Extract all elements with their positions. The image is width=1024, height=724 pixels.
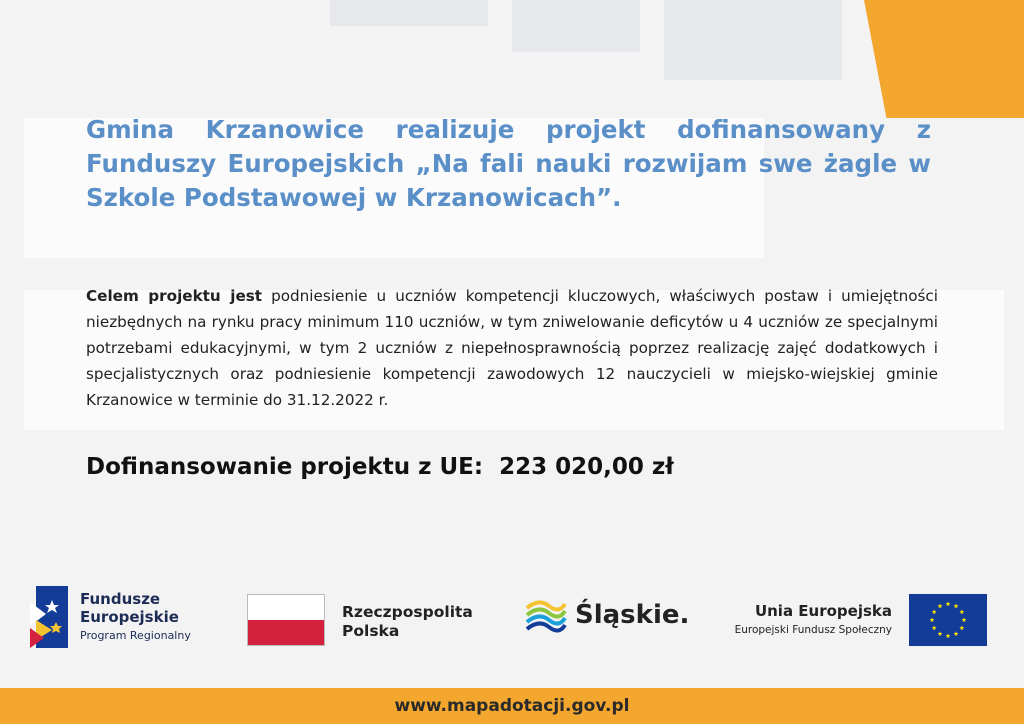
decor-shape [330,0,488,26]
poland-flag-icon [247,594,325,646]
ue-logo-line2: Europejski Fundusz Społeczny [734,624,892,636]
eu-stars-ring [909,594,987,646]
rp-logo-text [342,603,473,641]
funding-line [86,454,674,480]
eu-flag-icon [909,594,987,646]
eu-star-icon [930,617,935,622]
eu-star-icon [962,617,967,622]
description-text: podniesienie u uczniów kompetencji kluczowych, właściwych postaw i umiejętności niezbędnych na rynku pracy minimum 110 uczniów, w tym zniwelowanie deficytów u 4 uczniów ze specjalnymi potrzebami edukacyjnymi, w tym 2 uczniów z niepełnosprawnością poprzez realizację zajęć dodatkowych i specjalistycznych oraz podniesienie kompetencji zawodowych 12 nauczycieli w miejsko-wiejskiej gminie Krzanowice w terminie do 31.12.2022 r. [86,287,939,409]
slaskie-wave-logo-icon [525,596,567,634]
funding-amount: 223 020,00 zł [499,454,674,480]
ue-logo-line1: Unia Europejska [754,602,892,620]
footer-bar [0,688,1024,724]
decor-shape [664,0,842,80]
slaskie-logo [525,596,689,634]
flag-red-stripe [248,620,324,645]
description-lead: Celem projektu jest [86,287,263,305]
flag-white-stripe [248,595,324,620]
eu-star-icon [946,633,951,638]
eu-star-icon [938,631,943,636]
decor-shape [512,0,640,52]
footer-url-link[interactable]: www.mapadotacji.gov.pl [394,696,630,716]
eu-star-icon [959,625,964,630]
slaskie-logo-text: Śląskie. [575,600,690,630]
orange-corner-shape [864,0,1024,118]
rp-logo-line2: Polska [342,622,400,640]
fe-logo-text [80,590,191,645]
fe-logo-line2: Europejskie [80,607,179,626]
funding-label: Dofinansowanie projektu z UE: [86,454,484,480]
eu-star-icon [932,625,937,630]
eu-star-icon [946,601,951,606]
ue-logo-text [722,602,892,636]
eu-star-icon [938,604,943,609]
fe-logo-line1: Fundusze [80,589,161,608]
fe-logo-line3: Program Regionalny [80,628,191,642]
page-title: Gmina Krzanowice realizuje projekt dofinansowany z Funduszy Europejskich „Na fali nauki rozwijam swe żagle w Szkole Podstawowej w Krzanowicach”. [86,115,931,212]
eu-star-icon [954,631,959,636]
eu-star-icon [959,609,964,614]
eu-star-icon [932,609,937,614]
fundusze-europejskie-logo-icon [30,584,70,650]
fundusze-europejskie-logo [30,582,191,652]
eu-star-icon [954,604,959,609]
rp-logo-line1: Rzeczpospolita [342,603,473,621]
project-description [86,283,938,413]
